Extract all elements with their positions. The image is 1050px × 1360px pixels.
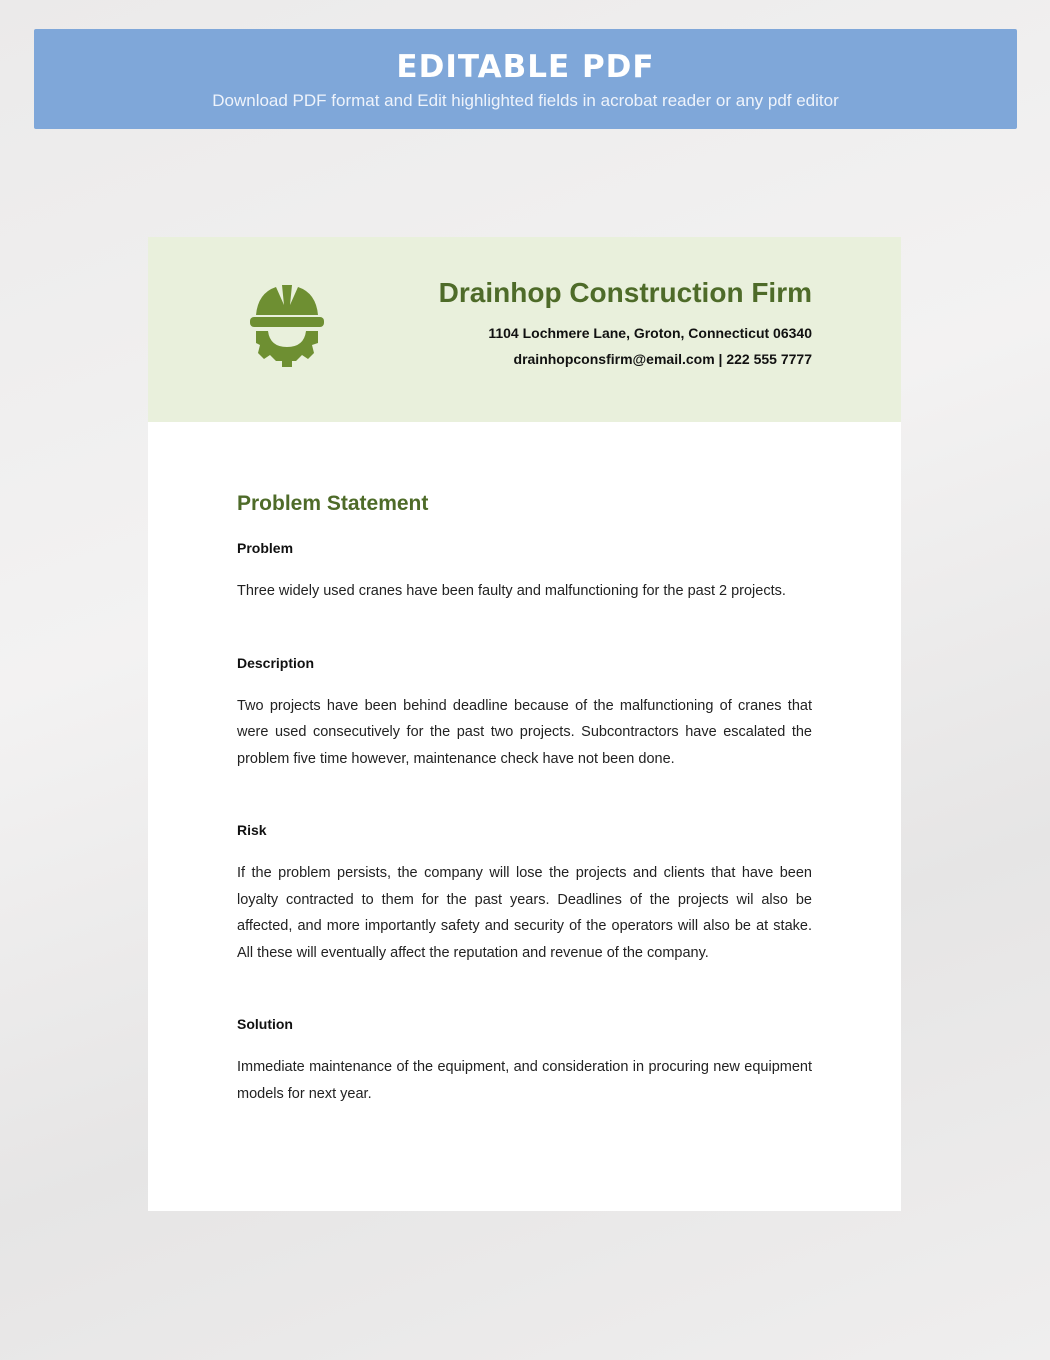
- section-text[interactable]: Immediate maintenance of the equipment, and consideration in procuring new equipment models for next year.: [237, 1059, 812, 1102]
- section-solution: [237, 1016, 812, 1107]
- banner-title: EDITABLE PDF: [396, 49, 655, 85]
- document-title: Problem Statement: [237, 492, 429, 515]
- document-page: [148, 237, 901, 1211]
- company-contact: drainhopconsfirm@email.com | 222 555 7777: [513, 351, 812, 367]
- section-text[interactable]: Three widely used cranes have been faulty and malfunctioning for the past 2 projects.: [237, 583, 786, 599]
- company-name: Drainhop Construction Firm: [438, 277, 812, 308]
- section-heading: Description: [237, 654, 315, 671]
- section-text[interactable]: Two projects have been behind deadline because of the malfunctioning of cranes that were used consecutively for the past two projects. Subcontractors have escalated the problem five time however, maintenance check have not been done.: [237, 697, 812, 767]
- letterhead: [148, 237, 901, 422]
- section-heading: Solution: [237, 1016, 293, 1032]
- section-problem: [237, 540, 812, 605]
- company-address: 1104 Lochmere Lane, Groton, Connecticut 06340: [488, 325, 812, 341]
- section-heading: Risk: [237, 822, 267, 838]
- editable-pdf-banner: [34, 29, 1017, 129]
- section-risk: [237, 822, 812, 966]
- section-description: [237, 655, 812, 773]
- section-text[interactable]: If the problem persists, the company will lose the projects and clients that have been loyalty contracted to them for the past years. Deadlines of the projects wil also be affected, and more importantly safety and security of the operators will also be at stake. All these will eventually affect the reputation and revenue of the company.: [237, 865, 812, 961]
- section-heading: Problem: [237, 540, 294, 556]
- hardhat-gear-icon: [248, 281, 326, 367]
- banner-subtitle: Download PDF format and Edit highlighted fields in acrobat reader or any pdf editor: [212, 91, 839, 110]
